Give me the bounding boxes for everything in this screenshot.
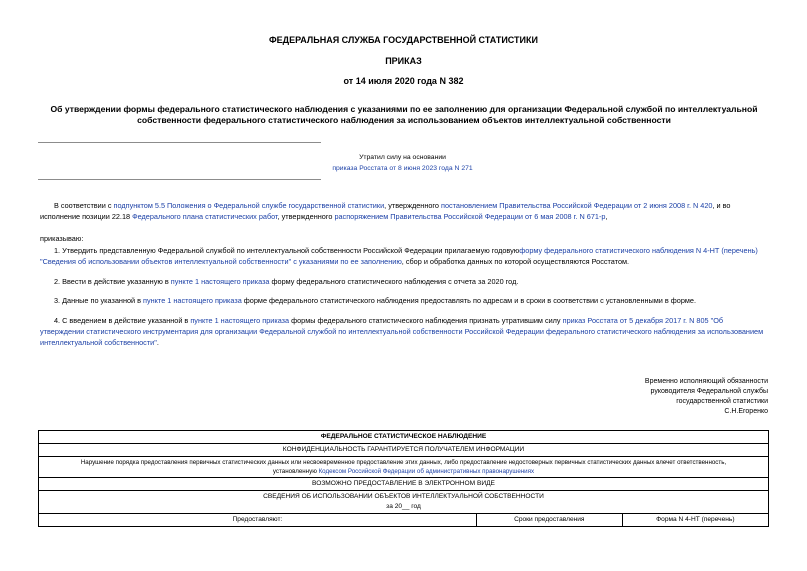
liability-text: установленную bbox=[272, 468, 319, 475]
link-rasporyazhenie-671[interactable]: распоряжением Правительства Российской Федерации от 6 мая 2008 г. N 671-р bbox=[334, 212, 606, 221]
col-form-number: Форма N 4-НТ (перечень) bbox=[656, 516, 735, 523]
item-3 bbox=[40, 295, 768, 306]
item-2 bbox=[40, 276, 768, 287]
item-text: 3. Данные по указанной в bbox=[54, 296, 144, 305]
link-prikaz-805-title[interactable]: "Об утверждении статистического инструментария для организации Федеральной службой по интеллектуальной собственности Российской Федерации федерального статистического наблюдения за использованием интеллектуальной собственности" bbox=[40, 316, 764, 347]
item-4 bbox=[40, 315, 768, 348]
col-deadlines: Сроки предоставления bbox=[476, 514, 622, 526]
item-1 bbox=[40, 245, 768, 267]
link-federal-plan[interactable]: Федерального плана статистических работ bbox=[132, 212, 278, 221]
form-row-confidentiality: КОНФИДЕНЦИАЛЬНОСТЬ ГАРАНТИРУЕТСЯ ПОЛУЧАТЕЛЕМ ИНФОРМАЦИИ bbox=[39, 444, 769, 457]
preamble-text: , утвержденного bbox=[277, 212, 335, 221]
link-punkt-1[interactable]: пункте 1 настоящего приказа bbox=[143, 296, 242, 305]
agency-name: ФЕДЕРАЛЬНАЯ СЛУЖБА ГОСУДАРСТВЕННОЙ СТАТИСТИКИ bbox=[269, 35, 538, 45]
form-period: за 20__ год bbox=[386, 503, 421, 510]
signature-line: Временно исполняющий обязанности bbox=[644, 378, 768, 385]
link-koap[interactable]: Кодексом Российской Федерации об административных правонарушениях bbox=[318, 468, 535, 475]
columns-table bbox=[39, 514, 768, 526]
liability-text: Нарушение порядка предоставления первичных статистических данных или несвоевременное предоставление этих данных, либо предоставление недостоверных первичных статистических данных влечет ответственность, bbox=[80, 459, 727, 466]
divider-bottom bbox=[38, 179, 321, 180]
signature-block bbox=[560, 377, 768, 417]
form-row-electronic: ВОЗМОЖНО ПРЕДОСТАВЛЕНИЕ В ЭЛЕКТРОННОМ ВИДЕ bbox=[39, 478, 769, 491]
form-row-fsn: ФЕДЕРАЛЬНОЕ СТАТИСТИЧЕСКОЕ НАБЛЮДЕНИЕ bbox=[39, 431, 769, 444]
link-podpunkt-5-5[interactable]: подпунктом 5.5 Положения о Федеральной службе государственной статистики bbox=[113, 201, 385, 210]
link-postanovlenie-420[interactable]: постановлением Правительства Российской Федерации от 2 июня 2008 г. N 420 bbox=[441, 201, 713, 210]
item-text: 2. Ввести в действие указанную в bbox=[54, 277, 171, 286]
status-note bbox=[300, 152, 505, 174]
link-form-4nt[interactable]: форму федерального статистического наблюдения N 4-НТ (перечень) "Сведения об использовании объектов интеллектуальной собственности" с указаниями по ее заполнению bbox=[40, 246, 758, 266]
status-note-link[interactable]: приказа Росстата от 8 июня 2023 года N 271 bbox=[332, 165, 473, 172]
signature-line: руководителя Федеральной службы bbox=[650, 388, 768, 395]
item-text: . bbox=[156, 338, 159, 347]
preamble-text: , утвержденного bbox=[384, 201, 442, 210]
preamble-text: В соответствии с bbox=[54, 201, 114, 210]
col-provide: Предоставляют: bbox=[39, 514, 476, 526]
link-punkt-1[interactable]: пункте 1 настоящего приказа bbox=[190, 316, 290, 325]
form-row-columns bbox=[39, 514, 769, 527]
item-text: 1. Утвердить представленную Федеральной службой по интеллектуальной собственности Российской Федерации прилагаемую годовую bbox=[54, 246, 520, 255]
signature-line: государственной статистики bbox=[676, 398, 768, 405]
item-text: 4. С введением в действие указанной в bbox=[54, 316, 191, 325]
item-text: формы федерального статистического наблюдения признать утратившим силу bbox=[289, 316, 563, 325]
link-punkt-1[interactable]: пункте 1 настоящего приказа bbox=[170, 277, 270, 286]
link-prikaz-805[interactable]: приказ Росстата от 5 декабря 2017 г. N 805 bbox=[562, 316, 709, 325]
item-text: форму федерального статистического наблюдения с отчета за 2020 год. bbox=[269, 277, 519, 286]
form-header-table bbox=[38, 430, 769, 527]
signature-name: С.Н.Егоренко bbox=[724, 408, 768, 415]
preamble-text: , и во исполнение позиции 22.18 bbox=[40, 201, 731, 221]
doc-date-number: от 14 июля 2020 года N 382 bbox=[343, 76, 464, 86]
doc-type: ПРИКАЗ bbox=[385, 56, 422, 66]
preamble-paragraph bbox=[40, 200, 768, 222]
preamble-text: , bbox=[605, 212, 608, 221]
form-row-form-title bbox=[39, 491, 769, 514]
prikazyvayu: приказываю: bbox=[40, 234, 84, 243]
status-note-text: Утратил силу на основании bbox=[359, 154, 446, 161]
divider-top bbox=[38, 142, 321, 143]
doc-title: Об утверждении формы федерального статистического наблюдения с указаниями по ее заполнению для организации Федеральной службой по интеллектуальной собственности федерального статистического наблюдения за использованием объектов интеллектуальной собственности bbox=[50, 104, 758, 125]
form-title: СВЕДЕНИЯ ОБ ИСПОЛЬЗОВАНИИ ОБЪЕКТОВ ИНТЕЛЛЕКТУАЛЬНОЙ СОБСТВЕННОСТИ bbox=[263, 493, 544, 500]
form-row-liability bbox=[39, 457, 769, 478]
item-text: форме федерального статистического наблюдения предоставлять по адресам и в сроки в соответствии с установленными в форме. bbox=[241, 296, 697, 305]
item-text: , сбор и обработка данных по которой осуществляются Росстатом. bbox=[401, 257, 630, 266]
